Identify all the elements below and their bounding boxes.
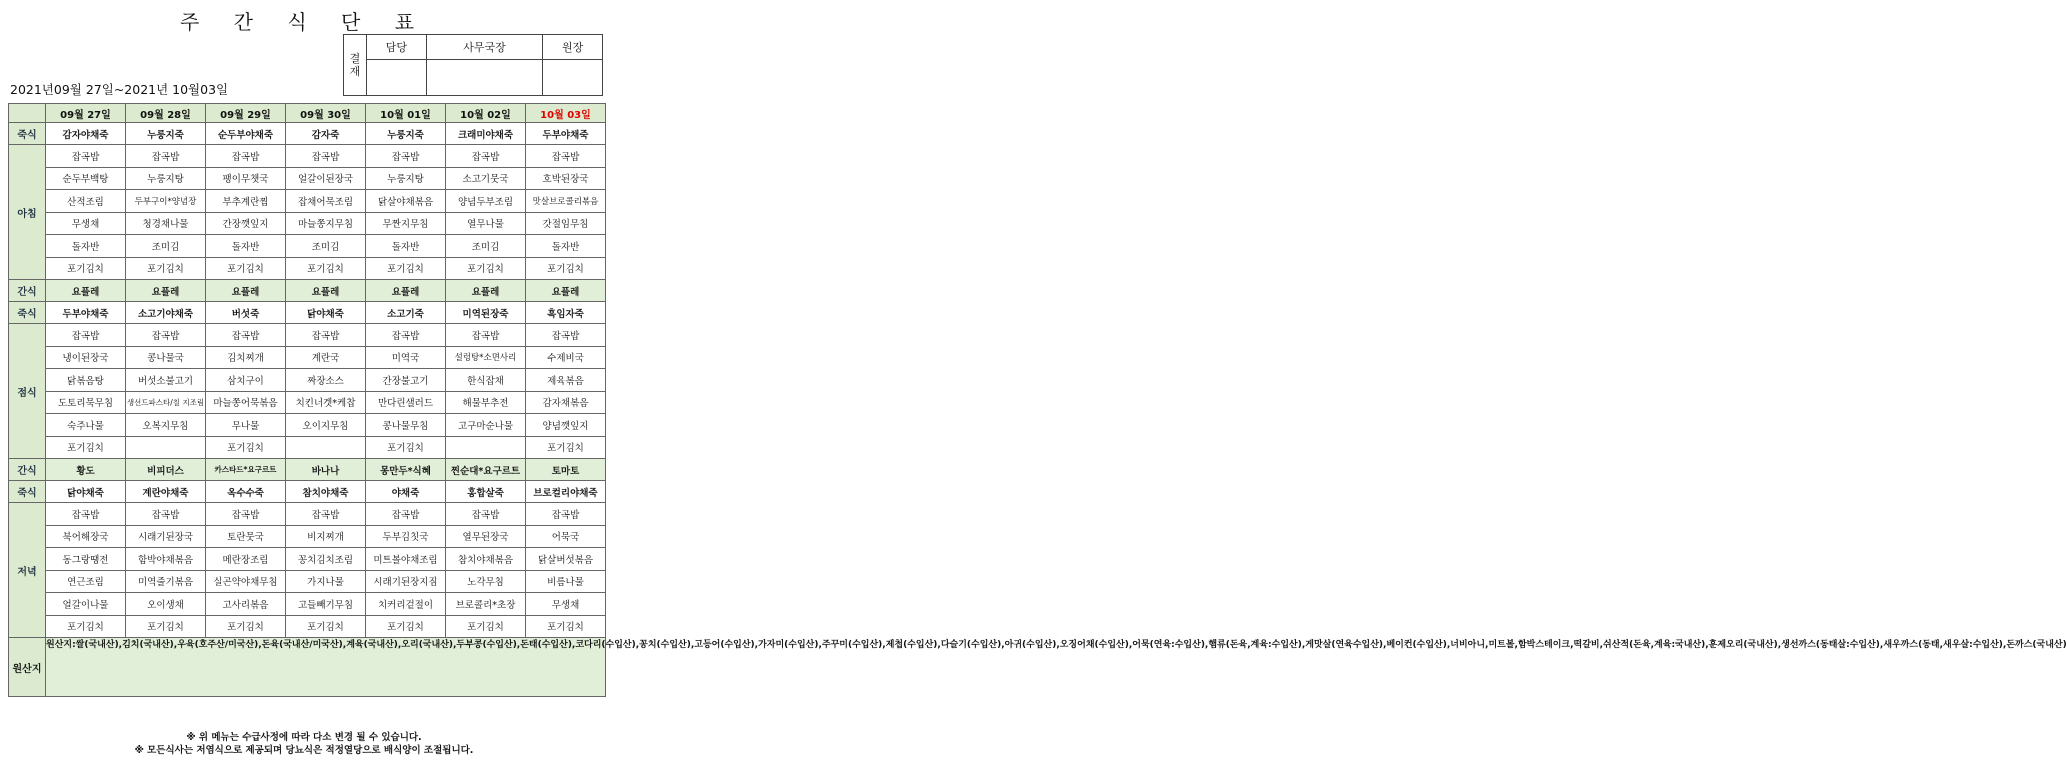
menu-cell: 잡곡밥 xyxy=(206,145,286,168)
porridge-row xyxy=(9,302,606,324)
menu-cell: 돌자반 xyxy=(366,235,446,258)
menu-cell: 소고기야채죽 xyxy=(126,302,206,324)
menu-cell: 포기김치 xyxy=(206,257,286,280)
menu-cell: 김치찌개 xyxy=(206,346,286,369)
menu-cell: 설렁탕*소면사리 xyxy=(446,346,526,369)
approval-sign-cell[interactable] xyxy=(367,60,427,96)
menu-cell: 삼치구이 xyxy=(206,369,286,392)
menu-cell: 잡곡밥 xyxy=(526,145,606,168)
menu-cell: 두부야채죽 xyxy=(46,302,126,324)
note-line: ※ 위 메뉴는 수급사정에 따라 다소 변경 될 수 있습니다. xyxy=(186,732,422,743)
approval-role: 담당 xyxy=(367,35,427,60)
porridge-row xyxy=(9,123,606,145)
menu-cell: 크래미야채죽 xyxy=(446,123,526,145)
menu-cell: 맛살브로콜리볶음 xyxy=(526,190,606,213)
menu-cell: 포기김치 xyxy=(526,436,606,459)
meal-label: 죽식 xyxy=(9,302,46,324)
menu-cell: 버섯죽 xyxy=(206,302,286,324)
menu-cell: 닭살야채볶음 xyxy=(366,190,446,213)
menu-cell: 제육볶음 xyxy=(526,369,606,392)
menu-cell: 몽만두*식혜 xyxy=(366,459,446,481)
menu-cell: 누룽지탕 xyxy=(126,167,206,190)
notes xyxy=(0,731,608,757)
meal-label: 죽식 xyxy=(9,123,46,145)
menu-cell: 포기김치 xyxy=(206,436,286,459)
menu-cell: 포기김치 xyxy=(46,257,126,280)
menu-cell: 잡곡밥 xyxy=(366,324,446,347)
menu-cell: 얼갈이된장국 xyxy=(286,167,366,190)
menu-cell: 비지찌개 xyxy=(286,525,366,548)
menu-cell: 함박야채볶음 xyxy=(126,548,206,571)
menu-cell: 포기김치 xyxy=(366,615,446,638)
menu-cell: 닭야채죽 xyxy=(46,481,126,503)
menu-cell: 잡곡밥 xyxy=(46,145,126,168)
menu-cell: 오이지무침 xyxy=(286,414,366,437)
menu-cell: 잡곡밥 xyxy=(526,324,606,347)
meal-label: 죽식 xyxy=(9,481,46,503)
header-row xyxy=(9,104,606,123)
menu-cell: 포기김치 xyxy=(286,615,366,638)
approval-sign-cell[interactable] xyxy=(426,60,543,96)
meal-item-row xyxy=(9,235,606,258)
day-header: 10월 02일 xyxy=(446,104,526,123)
menu-cell: 무짠지무침 xyxy=(366,212,446,235)
menu-cell: 야채죽 xyxy=(366,481,446,503)
menu-cell: 고들빼기무침 xyxy=(286,593,366,616)
approval-role: 사무국장 xyxy=(426,35,543,60)
menu-cell: 토란뭇국 xyxy=(206,525,286,548)
menu-cell: 카스타드*요구르트 xyxy=(206,459,286,481)
menu-cell: 포기김치 xyxy=(46,615,126,638)
menu-cell: 순두부백탕 xyxy=(46,167,126,190)
menu-cell: 조미김 xyxy=(286,235,366,258)
menu-cell: 꽁치김치조림 xyxy=(286,548,366,571)
menu-cell: 누룽지죽 xyxy=(126,123,206,145)
day-header-sunday: 10월 03일 xyxy=(526,104,606,123)
menu-cell: 실곤약야채무침 xyxy=(206,570,286,593)
menu-cell: 고구마순나물 xyxy=(446,414,526,437)
menu-cell: 포기김치 xyxy=(286,257,366,280)
menu-cell: 포기김치 xyxy=(526,615,606,638)
menu-table xyxy=(8,103,2067,697)
menu-cell: 열무된장국 xyxy=(446,525,526,548)
menu-cell: 간장깻잎지 xyxy=(206,212,286,235)
menu-cell: 황도 xyxy=(46,459,126,481)
menu-cell: 고사리볶음 xyxy=(206,593,286,616)
menu-cell: 잡채어묵조림 xyxy=(286,190,366,213)
meal-item-row xyxy=(9,369,606,392)
menu-cell: 가지나물 xyxy=(286,570,366,593)
menu-cell: 잡곡밥 xyxy=(206,503,286,526)
menu-cell: 잡곡밥 xyxy=(286,503,366,526)
menu-cell: 포기김치 xyxy=(126,615,206,638)
menu-cell: 포기김치 xyxy=(366,257,446,280)
menu-cell: 비피더스 xyxy=(126,459,206,481)
menu-cell: 감자죽 xyxy=(286,123,366,145)
menu-cell: 계란야채죽 xyxy=(126,481,206,503)
menu-cell: 참치야채볶음 xyxy=(446,548,526,571)
page-title: 주 간 식 단 표 xyxy=(179,10,429,34)
menu-cell: 간장불고기 xyxy=(366,369,446,392)
meal-label: 간식 xyxy=(9,459,46,481)
menu-cell: 잡곡밥 xyxy=(366,503,446,526)
menu-cell: 무생채 xyxy=(526,593,606,616)
meal-item-row xyxy=(9,436,606,459)
menu-cell: 연근조림 xyxy=(46,570,126,593)
meal-label: 아침 xyxy=(9,145,46,280)
menu-cell: 치킨너겟*케찹 xyxy=(286,391,366,414)
menu-cell: 브로콜리*초장 xyxy=(446,593,526,616)
menu-cell: 요플레 xyxy=(446,280,526,302)
meal-label: 간식 xyxy=(9,280,46,302)
menu-cell: 바나나 xyxy=(286,459,366,481)
menu-cell: 홍합살죽 xyxy=(446,481,526,503)
menu-cell: 잡곡밥 xyxy=(366,145,446,168)
menu-cell: 요플레 xyxy=(46,280,126,302)
menu-cell: 요플레 xyxy=(526,280,606,302)
menu-cell: 포기김치 xyxy=(46,436,126,459)
menu-cell: 미트볼야채조림 xyxy=(366,548,446,571)
menu-cell: 참치야채죽 xyxy=(286,481,366,503)
menu-cell: 두부야채죽 xyxy=(526,123,606,145)
meal-item-row xyxy=(9,503,606,526)
day-header: 10월 01일 xyxy=(366,104,446,123)
menu-cell: 소고기뭇국 xyxy=(446,167,526,190)
menu-cell: 시래기된장지짐 xyxy=(366,570,446,593)
menu-cell: 얼갈이나물 xyxy=(46,593,126,616)
menu-cell: 돌자반 xyxy=(46,235,126,258)
meal-item-row xyxy=(9,346,606,369)
period: 2021년09월 27일~2021년 10월03일 xyxy=(10,82,229,97)
menu-cell: 생선드파스타/칠 지조림 xyxy=(126,391,206,414)
approval-sign-cell[interactable] xyxy=(543,60,603,96)
menu-cell: 브로컬리야채죽 xyxy=(526,481,606,503)
menu-cell: 열무나물 xyxy=(446,212,526,235)
meal-label: 저녁 xyxy=(9,503,46,638)
meal-label: 점식 xyxy=(9,324,46,459)
menu-cell: 조미김 xyxy=(126,235,206,258)
menu-cell: 잡곡밥 xyxy=(46,324,126,347)
menu-cell: 호박된장국 xyxy=(526,167,606,190)
menu-cell: 요플레 xyxy=(366,280,446,302)
menu-cell: 시래기된장국 xyxy=(126,525,206,548)
menu-cell: 잡곡밥 xyxy=(126,324,206,347)
menu-cell: 미역줄기볶음 xyxy=(126,570,206,593)
menu-cell: 노각무침 xyxy=(446,570,526,593)
menu-cell: 닭야채죽 xyxy=(286,302,366,324)
porridge-row xyxy=(9,481,606,503)
menu-cell: 미역국 xyxy=(366,346,446,369)
menu-cell: 누룽지죽 xyxy=(366,123,446,145)
menu-cell xyxy=(126,436,206,459)
menu-cell: 북어해장국 xyxy=(46,525,126,548)
menu-cell: 잡곡밥 xyxy=(446,324,526,347)
menu-cell: 감자채볶음 xyxy=(526,391,606,414)
snack-row xyxy=(9,459,606,481)
menu-cell: 순두부야채죽 xyxy=(206,123,286,145)
menu-cell: 흑임자죽 xyxy=(526,302,606,324)
menu-cell: 도토리묵무침 xyxy=(46,391,126,414)
menu-cell: 요플레 xyxy=(286,280,366,302)
menu-cell: 양념깻잎지 xyxy=(526,414,606,437)
meal-item-row xyxy=(9,257,606,280)
menu-cell: 잡곡밥 xyxy=(446,503,526,526)
menu-cell: 콩나물국 xyxy=(126,346,206,369)
menu-cell: 두부김칫국 xyxy=(366,525,446,548)
menu-cell: 잡곡밥 xyxy=(286,324,366,347)
menu-cell: 소고기죽 xyxy=(366,302,446,324)
day-header: 09월 28일 xyxy=(126,104,206,123)
menu-cell xyxy=(446,436,526,459)
menu-cell: 부추계란찜 xyxy=(206,190,286,213)
menu-cell: 포기김치 xyxy=(206,615,286,638)
menu-cell: 잡곡밥 xyxy=(206,324,286,347)
menu-cell: 해물부추전 xyxy=(446,391,526,414)
menu-cell: 어묵국 xyxy=(526,525,606,548)
menu-cell: 포기김치 xyxy=(366,436,446,459)
menu-cell: 돌자반 xyxy=(206,235,286,258)
menu-cell: 팽이무챗국 xyxy=(206,167,286,190)
meal-item-row xyxy=(9,145,606,168)
approval-role: 원장 xyxy=(543,35,603,60)
menu-cell: 누룽지탕 xyxy=(366,167,446,190)
menu-cell: 요플레 xyxy=(206,280,286,302)
menu-cell: 청경채나물 xyxy=(126,212,206,235)
menu-cell: 미역된장죽 xyxy=(446,302,526,324)
meal-item-row xyxy=(9,190,606,213)
meal-item-row xyxy=(9,167,606,190)
menu-cell: 잡곡밥 xyxy=(46,503,126,526)
meal-item-row xyxy=(9,414,606,437)
menu-cell: 포기김치 xyxy=(526,257,606,280)
menu-cell: 수제비국 xyxy=(526,346,606,369)
menu-cell: 잡곡밥 xyxy=(126,145,206,168)
menu-cell: 동그랑땡전 xyxy=(46,548,126,571)
menu-cell: 잡곡밥 xyxy=(526,503,606,526)
menu-cell: 짜장소스 xyxy=(286,369,366,392)
menu-cell: 감자야채죽 xyxy=(46,123,126,145)
menu-cell: 무생채 xyxy=(46,212,126,235)
meal-item-row xyxy=(9,391,606,414)
menu-cell xyxy=(286,436,366,459)
menu-cell: 잡곡밥 xyxy=(286,145,366,168)
menu-cell: 오복지무침 xyxy=(126,414,206,437)
menu-cell: 숙주나물 xyxy=(46,414,126,437)
menu-cell: 두부구이*양념장 xyxy=(126,190,206,213)
menu-cell: 치커리겉절이 xyxy=(366,593,446,616)
meal-item-row xyxy=(9,593,606,616)
day-header: 09월 29일 xyxy=(206,104,286,123)
corner-cell xyxy=(9,104,46,123)
menu-cell: 갓절임무침 xyxy=(526,212,606,235)
origin-row xyxy=(9,638,606,697)
menu-cell: 만다린샐러드 xyxy=(366,391,446,414)
menu-cell: 콩나물무침 xyxy=(366,414,446,437)
meal-item-row xyxy=(9,212,606,235)
menu-cell: 계란국 xyxy=(286,346,366,369)
origin-label: 원산지 xyxy=(9,638,46,697)
menu-cell: 포기김치 xyxy=(446,257,526,280)
menu-cell: 돌자반 xyxy=(526,235,606,258)
day-header: 09월 27일 xyxy=(46,104,126,123)
menu-cell: 냉이된장국 xyxy=(46,346,126,369)
menu-cell: 메란장조림 xyxy=(206,548,286,571)
menu-cell: 찐순대*요구르트 xyxy=(446,459,526,481)
menu-cell: 비름나물 xyxy=(526,570,606,593)
menu-cell: 포기김치 xyxy=(446,615,526,638)
menu-cell: 버섯소불고기 xyxy=(126,369,206,392)
approval-label: 결 재 xyxy=(344,35,367,96)
meal-item-row xyxy=(9,615,606,638)
menu-cell: 옥수수죽 xyxy=(206,481,286,503)
menu-cell: 잡곡밥 xyxy=(446,145,526,168)
menu-cell: 오이생채 xyxy=(126,593,206,616)
menu-cell: 마늘쫑지무침 xyxy=(286,212,366,235)
menu-cell: 조미김 xyxy=(446,235,526,258)
origin-text: 원산지:쌀(국내산),김치(국내산),우육(호주산/미국산),돈육(국내산/미국산),계육(국내산),오리(국내산),두부콩(수입산),돈태(수입산),코다리(수입산),꽁치(수입산),고등어(수입산),가자미(수입산),주꾸미(수입산),제첩(수입산),다슬기(수입산),아귀(수입산),오징어채(수입산),어묵(연육:수입산),햄류(돈육,계육:수입산),게맛살(연육수입산),베이컨(수입산),너비아니,미트볼,함박스테이크,떡갈비,쉬산적(돈육,계육:국내산),훈제오리(국내산),생선까스(동태살:수입산),새우까스(동태,새우살:수입산),돈까스(국내산) xyxy=(46,638,606,697)
menu-cell: 잡곡밥 xyxy=(126,503,206,526)
meal-item-row xyxy=(9,324,606,347)
menu-cell: 산적조림 xyxy=(46,190,126,213)
menu-cell: 요플레 xyxy=(126,280,206,302)
menu-cell: 닭볶음탕 xyxy=(46,369,126,392)
menu-cell: 한식잡채 xyxy=(446,369,526,392)
menu-cell: 닭살버섯볶음 xyxy=(526,548,606,571)
menu-cell: 양념두부조림 xyxy=(446,190,526,213)
day-header: 09월 30일 xyxy=(286,104,366,123)
meal-item-row xyxy=(9,570,606,593)
snack-row xyxy=(9,280,606,302)
menu-cell: 무나물 xyxy=(206,414,286,437)
menu-cell: 포기김치 xyxy=(126,257,206,280)
meal-item-row xyxy=(9,548,606,571)
approval-box xyxy=(343,34,603,96)
meal-item-row xyxy=(9,525,606,548)
menu-cell: 토마토 xyxy=(526,459,606,481)
note-line: ※ 모든식사는 저염식으로 제공되며 당뇨식은 적정열당으로 배식양이 조절됩니다. xyxy=(134,745,474,756)
menu-cell: 마늘쫑어묵볶음 xyxy=(206,391,286,414)
